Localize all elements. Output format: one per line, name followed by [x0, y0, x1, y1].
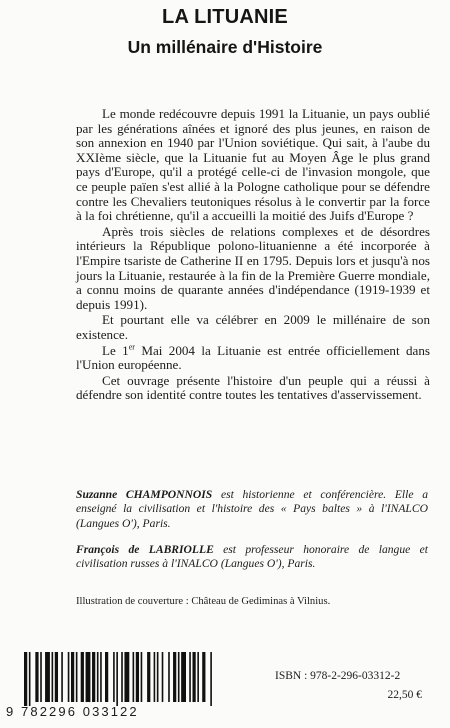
blurb-paragraph: Et pourtant elle va célébrer en 2009 le millénaire de son existence.: [76, 312, 430, 342]
barcode-bar: [100, 652, 102, 702]
barcode-bar: [116, 652, 118, 706]
barcode-bar: [55, 652, 58, 702]
barcode-bar: [136, 652, 139, 702]
author-bio: [76, 488, 428, 531]
cover-illustration-credit: Illustration de couverture : Château de Gediminas à Vilnius.: [76, 596, 331, 607]
barcode-bar: [92, 652, 95, 702]
barcode-bar: [40, 652, 42, 702]
barcode-bar: [35, 652, 38, 702]
barcode-bar: [181, 652, 186, 702]
barcode-bar: [157, 652, 159, 702]
barcode-bar: [192, 652, 195, 702]
blurb: [76, 107, 430, 404]
barcode-bar: [61, 652, 63, 702]
barcode-bar: [154, 652, 156, 702]
barcode-bar: [210, 652, 212, 706]
barcode-bar: [52, 652, 54, 702]
barcode-bar: [202, 652, 205, 702]
barcode-bar: [178, 652, 180, 702]
barcode-bar: [162, 652, 164, 702]
author-bio-text: est professeur honoraire de langue et civilisation russes à l'INALCO (Langues O'), Paris.: [76, 542, 428, 571]
barcode-bar: [133, 652, 135, 702]
barcode-bar: [197, 652, 199, 702]
book-subtitle: Un millénaire d'Histoire: [127, 37, 323, 57]
author-name: Suzanne CHAMPONNOIS: [76, 488, 213, 501]
isbn: ISBN : 978-2-296-03312-2: [275, 670, 401, 682]
book-title: LA LITUANIE: [162, 6, 288, 28]
author-bio: [76, 543, 428, 572]
ordinal-superscript: er: [128, 342, 135, 352]
barcode-bar: [71, 652, 74, 702]
author-bios: [76, 488, 428, 583]
blurb-paragraph: Le monde redécouvre depuis 1991 la Lituanie, un pays oublié par les générations aînées et ignoré des plus jeunes, en raison de son annexion en 1940 par l'Union soviétique. Qui sait, à l'aube du XXIème siècle, que la Lituanie fut au Moyen Âge le plus grand pays d'Europe, qu'il a protégé celle-ci de l'invasion mongole, que ce peuple païen s'est allié à la Pologne catholique pour se défendre contre les Chevaliers teutoniques résolus à le convertir par la force à la foi chrétienne, qu'il a accueilli la moitié des Juifs d'Europe ?: [76, 106, 430, 224]
barcode-bars: [6, 652, 231, 706]
barcode-bar: [86, 652, 91, 702]
author-name: François de LABRIOLLE: [76, 542, 214, 556]
blurb-text: Le 1: [102, 342, 129, 358]
barcode-bar: [76, 652, 78, 702]
barcode-digits: 9 782296 033122: [6, 704, 139, 719]
barcode-bar: [29, 652, 31, 706]
barcode-bar: [105, 652, 108, 702]
blurb-paragraph: Cet ouvrage présente l'histoire d'un peuple qui a réussi à défendre son identité contre toutes les tentatives d'asservissement.: [76, 372, 430, 403]
barcode-bar: [124, 652, 129, 702]
blurb-paragraph: Après trois siècles de relations complexes et de désordres intérieurs la République polono-lituanienne a été incorporée à l'Empire tsariste de Catherine II en 1795. Depuis lors et jusqu'à nos jours la Lituanie, restaurée à la fin de la Première Guerre mondiale, a connu moins de quarante années d'indépendance (1919-1939 et depuis 1991).: [76, 223, 430, 312]
barcode-bar: [173, 652, 176, 702]
price: 22,50 €: [387, 689, 422, 701]
blurb-text: Mai 2004 la Lituanie est entrée officiellement dans l'Union européenne.: [76, 342, 430, 373]
barcode-bar: [141, 652, 143, 702]
barcode: [6, 652, 231, 718]
barcode-bar: [97, 652, 99, 702]
barcode-bar: [24, 652, 27, 706]
barcode-bar: [189, 652, 191, 702]
barcode-bar: [168, 652, 170, 702]
barcode-bar: [121, 652, 123, 702]
barcode-bar: [81, 652, 84, 702]
blurb-paragraph: [76, 344, 430, 373]
barcode-bar: [113, 652, 115, 702]
author-bio-text: est historienne et conférencière. Elle a enseigné la civilisation et l'histoire des « Pays baltes » à l'INALCO (Langues O'), Paris.: [76, 488, 428, 530]
barcode-bar: [45, 652, 50, 702]
barcode-bar: [147, 652, 150, 702]
barcode-bar: [68, 652, 70, 702]
